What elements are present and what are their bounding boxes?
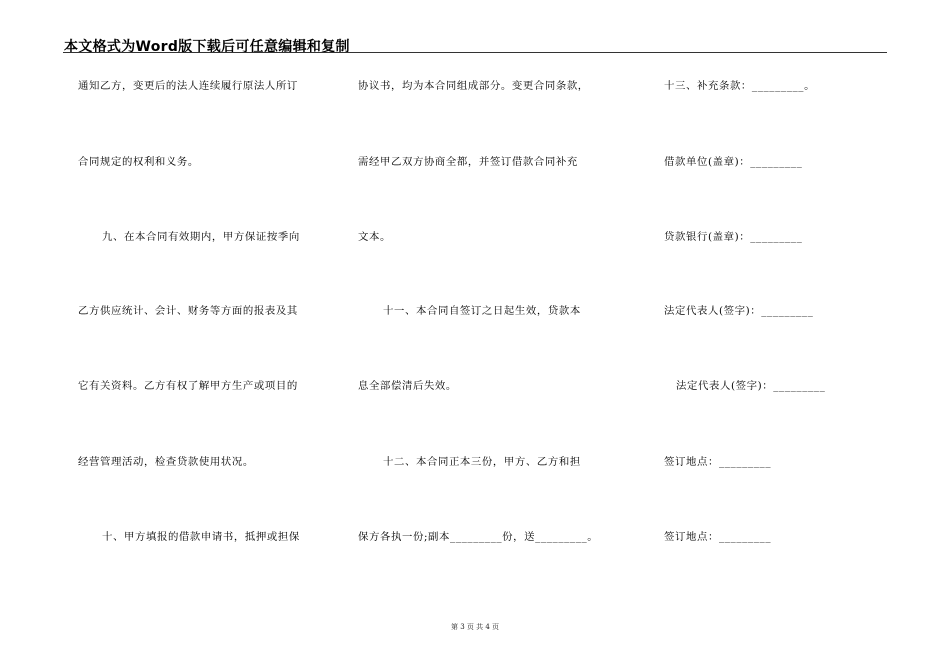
middle-column-line: 保方各执一份;副本_________份，送_________。 [358, 531, 599, 543]
document-header-title: 本文格式为Word版下载后可任意编辑和复制 [64, 39, 350, 55]
left-column-line: 经营管理活动，检查贷款使用状况。 [78, 456, 254, 468]
middle-column-line: 十二、本合同正本三份，甲方、乙方和担 [383, 456, 581, 468]
middle-column-line: 需经甲乙双方协商全都，并签订借款合同补充 [358, 156, 578, 168]
middle-column-line: 十一、本合同自签订之日起生效，贷款本 [383, 305, 581, 317]
right-column-line: 签订地点：_________ [664, 531, 772, 543]
right-column-line: 签订地点：_________ [664, 456, 772, 468]
right-column-line: 十三、补充条款：_________。 [664, 80, 816, 92]
header-divider [63, 52, 887, 53]
left-column-line: 它有关资料。乙方有权了解甲方生产或项目的 [78, 380, 298, 392]
left-column-line: 合同规定的权利和义务。 [78, 156, 199, 168]
middle-column-line: 协议书，均为本合同组成部分。变更合同条款， [358, 80, 589, 92]
left-column-line: 乙方供应统计、会计、财务等方面的报表及其 [78, 305, 298, 317]
left-column-line: 九、在本合同有效期内，甲方保证按季向 [102, 231, 300, 243]
left-column-line: 通知乙方，变更后的法人连续履行原法人所订 [78, 80, 298, 92]
right-column-line: 法定代表人(签字)：_________ [664, 305, 814, 317]
right-column-line: 法定代表人(签字)：_________ [676, 380, 826, 392]
right-column-line: 贷款银行(盖章)：_________ [664, 231, 803, 243]
right-column-line: 借款单位(盖章)：_________ [664, 156, 803, 168]
page-number: 第 3 页 共 4 页 [450, 623, 500, 631]
middle-column-line: 文本。 [358, 231, 391, 243]
left-column-line: 十、甲方填报的借款申请书，抵押或担保 [102, 531, 300, 543]
middle-column-line: 息全部偿清后失效。 [358, 380, 457, 392]
